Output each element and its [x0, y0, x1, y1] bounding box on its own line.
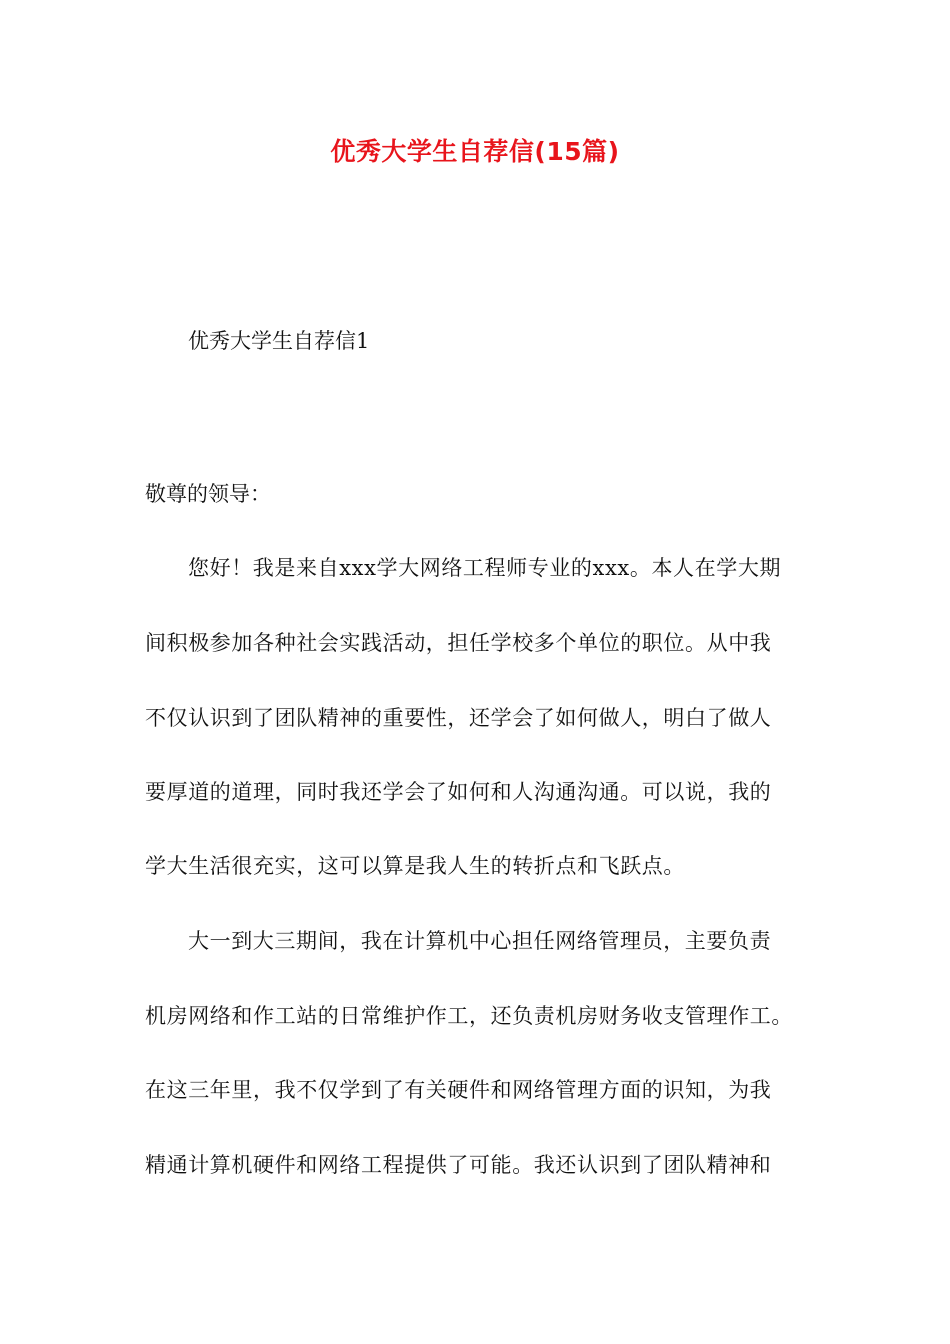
paragraph-line: 学大生活很充实，这可以算是我人生的转折点和飞跃点。: [145, 854, 685, 878]
section-heading: 优秀大学生自荐信1: [188, 329, 370, 353]
paragraph-line: 间积极参加各种社会实践活动，担任学校多个单位的职位。从中我: [145, 631, 772, 655]
paragraph-line: 不仅认识到了团队精神的重要性，还学会了如何做人，明白了做人: [145, 706, 772, 730]
paragraph-line: 要厚道的道理，同时我还学会了如何和人沟通沟通。可以说，我的: [145, 780, 772, 804]
paragraph-line: 大一到大三期间，我在计算机中心担任网络管理员，主要负责: [188, 929, 772, 953]
paragraph-line: 您好！我是来自xxx学大网络工程师专业的xxx。本人在学大期: [188, 556, 782, 580]
paragraph-line: 机房网络和作工站的日常维护作工，还负责机房财务收支管理作工。: [145, 1004, 793, 1028]
salutation: 敬尊的领导：: [145, 482, 271, 506]
paragraph-line: 精通计算机硬件和网络工程提供了可能。我还认识到了团队精神和: [145, 1153, 772, 1177]
paragraph-line: 在这三年里，我不仅学到了有关硬件和网络管理方面的识知，为我: [145, 1078, 772, 1102]
document-title: 优秀大学生自荐信(15篇): [330, 137, 620, 166]
